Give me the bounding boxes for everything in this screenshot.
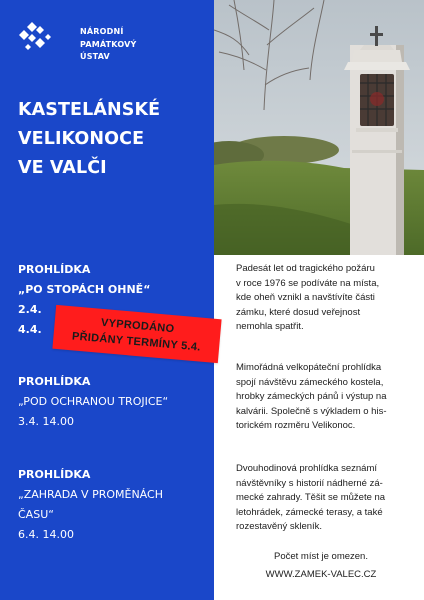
npu-logo: [18, 20, 137, 61]
program-date: 3.4. 14.00: [18, 415, 74, 428]
program-name: „ZAHRADA V PROMĚNÁCH: [18, 488, 163, 501]
text-line: návštěvníky s historií nádherné zá-: [236, 477, 383, 489]
text-line: mecké zahrady. Těšit se můžete na: [236, 492, 386, 504]
text-line: hrobky zámeckých pánů i výstup na: [236, 391, 387, 403]
text-line: rozestavěný skleník.: [236, 521, 323, 533]
program-name: „POD OCHRANOU TROJICE“: [18, 395, 169, 408]
program-head: PROHLÍDKA: [18, 263, 91, 276]
program-item: [18, 465, 218, 545]
title-line-1: KASTELÁNSKÉ: [18, 100, 161, 120]
program-head: PROHLÍDKA: [18, 468, 91, 481]
text-line: zámku, které dosud veřejnost: [236, 306, 361, 318]
program-name: ČASU“: [18, 508, 54, 521]
text-line: Dvouhodinová prohlídka seznámí: [236, 463, 378, 474]
capacity-note: Počet míst je omezen.: [274, 551, 368, 562]
shrine-photo: [214, 0, 424, 255]
text-line: letohrádek, zámecké terasy, a také: [236, 506, 383, 518]
text-line: kalvárii. Společně s výkladem o his-: [236, 405, 387, 417]
website-link[interactable]: WWW.ZAMEK-VALEC.CZ: [265, 569, 377, 580]
description-paragraph-2: [236, 361, 406, 434]
text-line: Mimořádná velkopáteční prohlídka: [236, 362, 382, 373]
program-date: 4.4.: [18, 323, 42, 336]
program-head: PROHLÍDKA: [18, 375, 91, 388]
program-item: [18, 372, 218, 432]
stamp-line-2: PŘIDÁNY TERMÍNY 5.4.: [71, 330, 202, 354]
page-title: [18, 96, 208, 183]
text-line: kde oheň vznikl a navštívíte části: [236, 292, 375, 304]
logo-text: [80, 26, 137, 64]
text-line: v roce 1976 se podíváte na místa,: [236, 277, 380, 289]
text-line: spojí návštěvu zámeckého kostela,: [236, 376, 384, 388]
npu-logo-icon: [18, 20, 58, 52]
text-line: torickém rozměru Velikonoc.: [236, 420, 356, 432]
title-line-2: VELIKONOCE: [18, 129, 145, 149]
program-name: „PO STOPÁCH OHNĚ“: [18, 283, 151, 296]
logo-line-1: NÁRODNÍ: [80, 27, 124, 36]
text-line: nemohla spatřit.: [236, 321, 304, 333]
text-line: Padesát let od tragického požáru: [236, 263, 375, 274]
stamp-line-1: VYPRODÁNO: [100, 316, 175, 336]
program-date: 2.4.: [18, 303, 42, 316]
description-paragraph-3: [236, 462, 406, 535]
logo-line-2: PAMÁTKOVÝ: [80, 39, 137, 49]
program-date: 6.4. 14.00: [18, 528, 74, 541]
title-line-3: VE VALČI: [18, 158, 107, 178]
description-paragraph-1: [236, 262, 406, 335]
logo-line-3: ÚSTAV: [80, 52, 110, 61]
